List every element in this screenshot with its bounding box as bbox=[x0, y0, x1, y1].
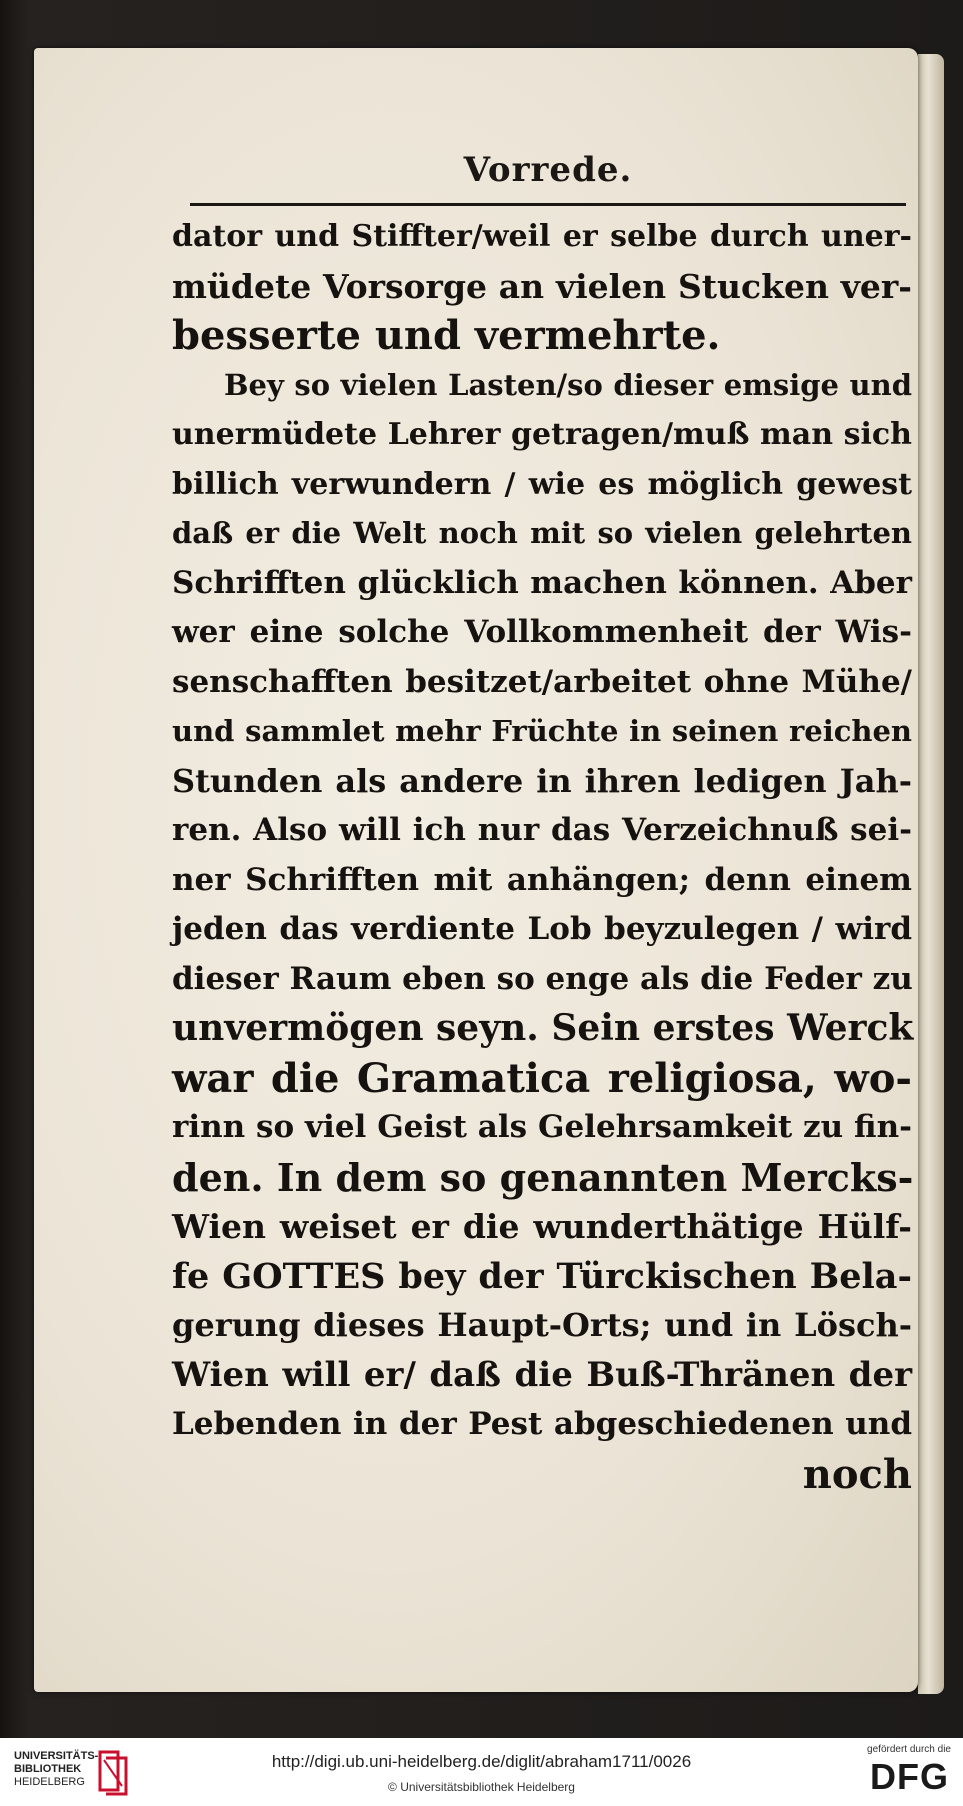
text-line: müdete Vorsorge an vielen Stucken ver- bbox=[172, 266, 912, 306]
logo-line: UNIVERSITÄTS- bbox=[14, 1750, 99, 1762]
running-header: Vorrede. bbox=[463, 150, 633, 190]
text-line: rinn so viel Geist als Gelehrsamkeit zu fin- bbox=[172, 1109, 912, 1145]
text-line: Stunden als andere in ihren ledigen Jah- bbox=[172, 761, 912, 800]
text-line: dieser Raum eben so enge als die Feder zu bbox=[172, 960, 913, 997]
viewer-footer bbox=[0, 1738, 963, 1806]
text-line: fe GOTTES bey der Türckischen Bela- bbox=[172, 1255, 912, 1297]
text-line: wer eine solche Vollkommenheit der Wis- bbox=[172, 614, 912, 650]
text-line: ner Schrifften mit anhängen; denn einem bbox=[172, 861, 912, 898]
text-line: Lebenden in der Pest abgeschiedenen und bbox=[172, 1406, 912, 1442]
text-line: unermüdete Lehrer getragen/muß man sich bbox=[172, 417, 912, 452]
text-line: unvermögen seyn. Sein erstes Werck bbox=[172, 1007, 914, 1049]
funder-note: gefördert durch die bbox=[867, 1744, 951, 1755]
text-line: senschafften besitzet/arbeitet ohne Mühe/ bbox=[172, 663, 912, 700]
text-line: billich verwundern / wie es möglich gewest bbox=[172, 466, 912, 502]
text-line: Schrifften glücklich machen können. Aber bbox=[172, 564, 912, 601]
text-line: den. In dem so genannten Mercks- bbox=[172, 1154, 914, 1200]
text-line: ren. Also will ich nur das Verzeichnuß sei- bbox=[172, 812, 912, 848]
text-line: Bey so vielen Lasten/so dieser emsige und bbox=[224, 367, 912, 402]
catchword: noch bbox=[802, 1450, 912, 1498]
body-text bbox=[172, 212, 912, 1499]
permalink-url[interactable]: http://digi.ub.uni-heidelberg.de/diglit/abraham1711/0026 bbox=[271, 1752, 692, 1771]
text-line: und sammlet mehr Früchte in seinen reichen bbox=[172, 714, 912, 748]
text-line: Wien weiset er die wunderthätige Hülf- bbox=[172, 1207, 912, 1246]
text-line: war die Gramatica religiosa, wo- bbox=[172, 1054, 912, 1102]
copyright-notice: © Universitätsbibliothek Heidelberg bbox=[388, 1780, 575, 1794]
logo-line: HEIDELBERG bbox=[14, 1776, 85, 1788]
text-line: besserte und vermehrte. bbox=[172, 312, 721, 359]
text-line: Wien will er/ daß die Buß-Thränen der bbox=[172, 1354, 912, 1395]
logo-line: BIBLIOTHEK bbox=[14, 1763, 82, 1775]
header-rule bbox=[190, 203, 906, 206]
text-line: dator und Stiffter/weil er selbe durch uner- bbox=[172, 219, 912, 254]
text-line: gerung dieses Haupt-Orts; und in Lösch- bbox=[172, 1306, 912, 1344]
text-line: jeden das verdiente Lob beyzulegen / wird bbox=[172, 911, 912, 947]
dfg-logo: DFG bbox=[870, 1756, 949, 1797]
text-line: daß er die Welt noch mit so vielen gelehrten bbox=[172, 516, 912, 550]
next-page-edge bbox=[918, 54, 944, 1694]
